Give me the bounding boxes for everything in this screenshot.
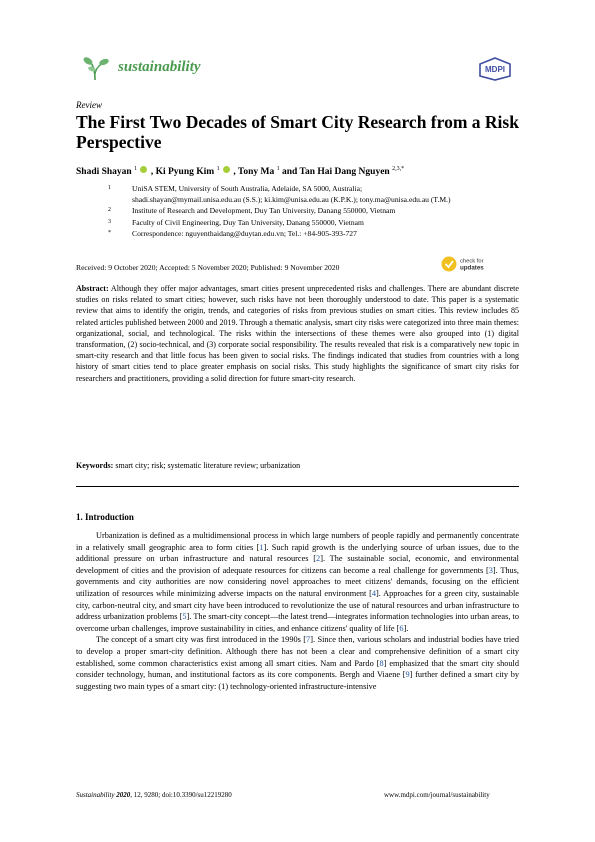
- footer-journal: Sustainability: [76, 791, 115, 799]
- citation-link[interactable]: 2: [316, 554, 321, 564]
- citation-link[interactable]: 8: [379, 658, 384, 668]
- affiliation-text: Faculty of Civil Engineering, Duy Tan University, Danang 550000, Vietnam: [132, 217, 364, 227]
- paragraph-text: ]. The smart-city concept—the latest trend—integrates information technologies into urban areas, to overcome urban challenges, improve sustainability in cities, and enhance citizens' quality of life [: [76, 612, 519, 633]
- author-affil-sup: 2,3,*: [392, 166, 405, 172]
- paragraph-text: ] further defined a smart city by suggesting two main types of a smart city: (1) technology-oriented infrastructure-intensive: [76, 670, 520, 691]
- footer-citation: [76, 791, 232, 799]
- affiliation-row: [76, 183, 526, 194]
- keywords-text: smart city; risk; systematic literature review; urbanization: [113, 461, 301, 470]
- affiliation-text: Institute of Research and Development, Duy Tan University, Danang 550000, Vietnam: [132, 206, 396, 216]
- paper-title: The First Two Decades of Smart City Research from a Risk Perspective: [76, 112, 519, 152]
- orcid-icon[interactable]: [223, 166, 230, 173]
- paragraph-text: ]. Such rapid growth is the underlying source of urban issues, due to the additional pressure on urban infrastructure and natural resources [: [76, 542, 519, 564]
- orcid-icon[interactable]: [140, 166, 147, 173]
- affiliation-row: [76, 194, 526, 205]
- citation-link[interactable]: 9: [405, 670, 410, 680]
- citation-link[interactable]: 7: [306, 635, 311, 645]
- paragraph-text: ].: [403, 623, 409, 633]
- journal-leaf-logo: [80, 52, 110, 82]
- check-updates-line2: updates: [460, 264, 484, 272]
- footer-year: 2020: [116, 791, 131, 799]
- section-divider: [76, 486, 519, 487]
- affiliations: [76, 183, 526, 239]
- citation-link[interactable]: 1: [259, 542, 264, 552]
- author-affil-sup: 1: [276, 166, 280, 172]
- check-updates-line1: check for: [460, 258, 484, 265]
- journal-name: sustainability: [118, 59, 201, 75]
- author-name[interactable]: Shadi Shayan: [76, 167, 132, 178]
- affiliation-emails[interactable]: shadi.shayan@mymail.unisa.edu.au (S.S.); ki.kim@unisa.edu.au (K.P.K.); tony.ma@unisa.edu.au (T.M.): [132, 195, 451, 205]
- affiliation-text: UniSA STEM, University of South Australia, Adelaide, SA 5000, Australia;: [132, 184, 363, 193]
- affiliation-row: [76, 228, 526, 239]
- paragraph: [76, 634, 519, 692]
- paragraph-text: ] emphasized that the smart city should consider technology, human, and institutional factors as its core components. Bergh and Viaene [: [76, 658, 519, 680]
- publication-dates: Received: 9 October 2020; Accepted: 5 November 2020; Published: 9 November 2020: [76, 263, 340, 272]
- section-heading: 1. Introduction: [76, 512, 134, 522]
- affiliation-row: [76, 217, 526, 228]
- citation-link[interactable]: 6: [399, 623, 404, 633]
- keywords: [76, 461, 300, 470]
- author-affil-sup: 1: [134, 166, 138, 172]
- affiliation-number: 3: [108, 218, 111, 225]
- paragraph-text: Urbanization is defined as a multidimensional process in which large numbers of people rapidly and permanently concentrate in a relatively small geographic area to form cities [: [76, 531, 519, 552]
- check-updates-icon: [442, 257, 457, 272]
- author-name[interactable]: and Tan Hai Dang Nguyen: [281, 167, 390, 178]
- affiliation-number: *: [108, 229, 111, 236]
- author-name[interactable]: , Tony Ma: [233, 167, 275, 178]
- abstract: [76, 283, 519, 384]
- paragraph: [76, 530, 519, 634]
- abstract-label: Abstract:: [76, 284, 109, 293]
- mdpi-logo: [478, 57, 512, 81]
- author-name[interactable]: , Ki Pyung Kim: [150, 167, 215, 178]
- paragraph-text: ]. Since then, various scholars and industrial bodies have tried to develop a proper smart-city definition. Although there has not been a clear and comprehensive definition of a smart city established, some common characteristics exist among all smart cities. Nam and Pardo [: [76, 635, 520, 668]
- citation-link[interactable]: 3: [488, 565, 493, 575]
- abstract-text: Although they offer major advantages, smart cities present unprecedented risks and challenges. There are abundant discrete studies on risks related to smart cities; however, such risks have not been thoroughly understood to date. This paper is a systematic review that aims to identify the origin, trends, and categories of risks from previous studies on smart cities. This review includes 85 related articles published between 2000 and 2019. Through a thematic analysis, smart city risks were categorized into three main themes: organizational, social, and technological. The risks within the intersections of these themes were also grouped into (1) digital transformation, (2) socio-technical, and (3) corporate social responsibility. The results revealed that risk is a comparatively new topic in smart-city research and that little focus has been given to social risks. The findings indicated that studies from countries with a long history of smart cities tend to place greater emphasis on social risks. This study highlights the significance of smart city risks for researchers and practitioners, providing a solid direction for future smart-city research.: [76, 284, 519, 383]
- paragraph-text: ]. Approaches for a green city, sustainable city, carbon-neutral city, and smart city have been introduced to revolutionize the use of natural resources and urban infrastructure to address urbanization problems [: [76, 588, 519, 622]
- citation-link[interactable]: 4: [371, 588, 377, 598]
- author-list: [76, 166, 404, 177]
- citation-link[interactable]: 5: [182, 612, 187, 622]
- footer-url[interactable]: www.mdpi.com/journal/sustainability: [384, 791, 490, 799]
- keywords-label: Keywords:: [76, 461, 114, 470]
- footer-doi[interactable]: , 12, 9280; doi:10.3390/su12219280: [130, 791, 232, 799]
- check-for-updates-badge[interactable]: [441, 254, 497, 274]
- correspondence[interactable]: Correspondence: nguyenthaidang@duytan.edu.vn; Tel.: +84-905-393-727: [132, 228, 357, 238]
- mdpi-logo-text: MDPI: [485, 65, 505, 74]
- body-text: [76, 530, 519, 692]
- paragraph-text: ]. Thus, governments and city authorities are now considering novel approaches to meet citizens' demands, focusing on the efficient utilization of resources while minimizing adverse impacts on the natural environment [: [76, 565, 519, 598]
- affiliation-row: [76, 205, 526, 216]
- author-affil-sup: 1: [216, 166, 220, 172]
- article-type: Review: [76, 100, 102, 110]
- affiliation-number: 2: [108, 207, 111, 214]
- affiliation-number: 1: [108, 185, 111, 191]
- paragraph-text: The concept of a smart city was first introduced in the 1990s [: [96, 635, 307, 645]
- paragraph-text: ]. The sustainable social, economic, and environmental development of cities and the provision of adequate resources for citizens can become a real challenge for governments [: [76, 554, 519, 575]
